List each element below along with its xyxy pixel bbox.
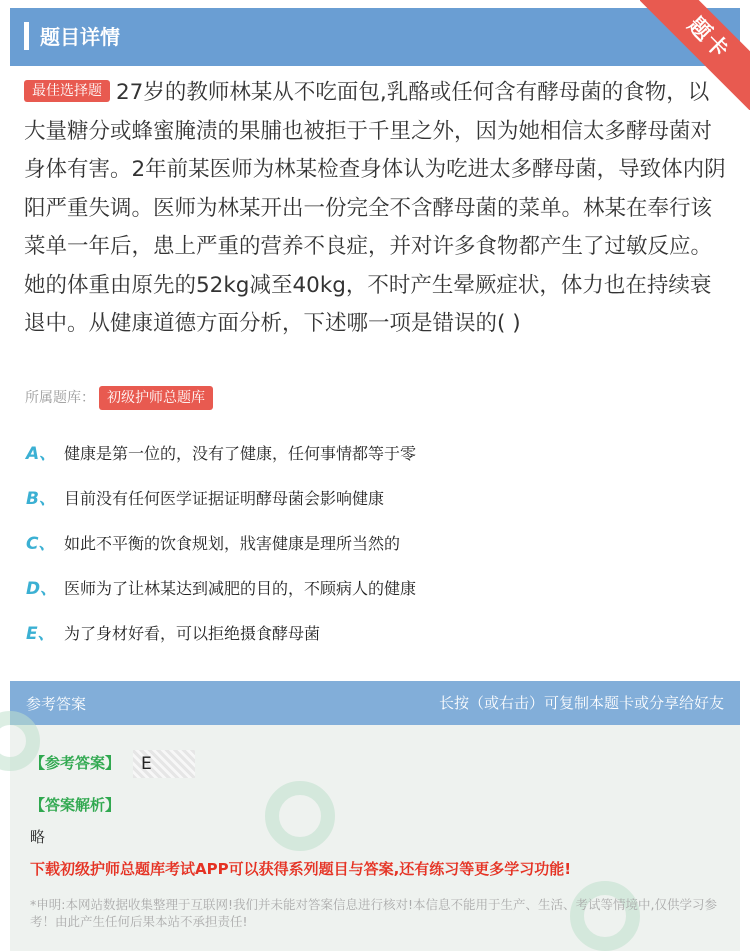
question-type-badge: 最佳选择题	[24, 80, 110, 102]
corner-ribbon-label: 题卡	[640, 0, 750, 110]
app-download-link[interactable]: 下载初级护师总题库考试APP可以获得系列题目与答案,还有练习等更多学习功能!	[30, 860, 572, 878]
answer-header-title: 参考答案	[26, 695, 87, 713]
option-text: 健康是第一位的，没有了健康，任何事情都等于零	[64, 444, 417, 463]
reference-answer-value: E	[133, 750, 195, 778]
share-hint: 长按（或右击）可复制本题卡或分享给好友	[438, 694, 724, 712]
option-letter: D、	[26, 579, 58, 599]
option-letter: C、	[26, 534, 56, 554]
question-body	[24, 74, 730, 344]
header-accent-bar	[24, 22, 29, 50]
option-letter: A、	[26, 444, 57, 464]
option-e[interactable]	[26, 621, 320, 647]
question-source	[25, 386, 213, 410]
option-b[interactable]	[26, 486, 384, 512]
option-a[interactable]	[26, 441, 416, 467]
disclaimer-text: *申明:本网站数据收集整理于互联网!我们并未能对答案信息进行核对!本信息不能用于生产、生活、考试等情境中,仅供学习参考！由此产生任何后果本站不承担责任!	[30, 897, 717, 929]
option-text: 为了身材好看，可以拒绝摄食酵母菌	[64, 624, 321, 643]
option-d[interactable]	[26, 576, 416, 602]
answer-header	[10, 681, 740, 725]
option-text: 如此不平衡的饮食规划，戕害健康是理所当然的	[64, 534, 401, 553]
source-tag[interactable]: 初级护师总题库	[99, 386, 213, 410]
explanation-text: 略	[30, 828, 46, 846]
question-text: 27岁的教师林某从不吃面包,乳酪或任何含有酵母菌的食物，以大量糖分或蜂蜜腌渍的果脯也被拒于千里之外，因为她相信太多酵母菌对身体有害。2年前某医师为林某检查身体认为吃进太多酵母菌，导致体内阴阳严重失调。医师为林某开出一份完全不含酵母菌的菜单。林某在奉行该菜单一年后，患上严重的营养不良症，并对许多食物都产生了过敏反应。她的体重由原先的52kg减至40kg，不时产生晕厥症状，体力也在持续衰退中。从健康道德方面分析，下述哪一项是错误的( )	[24, 80, 726, 336]
option-letter: E、	[26, 624, 55, 644]
page-title: 题目详情	[40, 25, 120, 49]
option-text: 医师为了让林某达到减肥的目的，不顾病人的健康	[64, 579, 417, 598]
option-letter: B、	[26, 489, 56, 509]
option-c[interactable]	[26, 531, 400, 557]
option-text: 目前没有任何医学证据证明酵母菌会影响健康	[64, 489, 385, 508]
source-label: 所属题库：	[25, 390, 95, 406]
page-header	[10, 8, 740, 66]
reference-answer-label: 【参考答案】	[30, 754, 121, 772]
watermark-logo	[265, 781, 335, 851]
explanation-label: 【答案解析】	[30, 796, 121, 814]
